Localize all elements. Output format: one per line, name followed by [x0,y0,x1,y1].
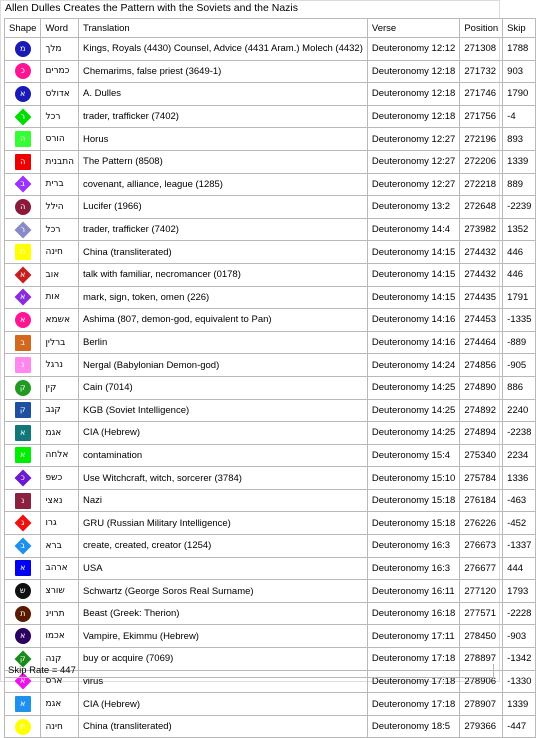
shape-cell [5,602,41,625]
verse-cell: Deuteronomy 16:3 [367,557,459,580]
diamond-icon [15,515,31,531]
skip-cell: -2239 [503,196,536,219]
table-row[interactable] [5,105,536,128]
translation-cell: CIA (Hebrew) [79,693,368,716]
table-row[interactable] [5,241,536,264]
word-cell: רכל [41,105,79,128]
translation-cell: Chemarims, false priest (3649-1) [79,60,368,83]
position-cell: 275340 [460,444,503,467]
table-row[interactable] [5,354,536,377]
skip-cell: 1352 [503,218,536,241]
table-row[interactable] [5,489,536,512]
position-cell: 271756 [460,105,503,128]
shape-letter: א [20,563,26,573]
skip-cell: -2238 [503,422,536,445]
shape-letter: ש [19,586,26,596]
shape-cell [5,173,41,196]
word-cell: אגמ [41,422,79,445]
verse-cell: Deuteronomy 17:18 [367,670,459,693]
circle-icon [15,199,31,215]
shape-letter: א [20,631,26,641]
skip-cell: 1790 [503,83,536,106]
shape-cell [5,489,41,512]
position-cell: 275784 [460,467,503,490]
table-row[interactable] [5,150,536,173]
shape-letter: א [20,676,26,686]
shape-cell [5,196,41,219]
translation-cell: The Pattern (8508) [79,150,368,173]
shape-letter: נ [21,495,25,505]
table-row[interactable] [5,535,536,558]
translation-cell: Lucifer (1966) [79,196,368,219]
shape-cell [5,354,41,377]
shape-cell [5,422,41,445]
diamond-icon [15,176,31,192]
table-row[interactable] [5,309,536,332]
table-row[interactable] [5,557,536,580]
translation-cell: Kings, Royals (4430) Counsel, Advice (4431 Aram.) Molech (4432) [79,38,368,61]
shape-cell [5,128,41,151]
word-cell: תרוינ [41,602,79,625]
table-row[interactable] [5,715,536,738]
position-cell: 278907 [460,693,503,716]
verse-cell: Deuteronomy 14:4 [367,218,459,241]
table-row[interactable] [5,625,536,648]
position-cell: 271746 [460,83,503,106]
translation-cell: Use Witchcraft, witch, sorcerer (3784) [79,467,368,490]
square-icon [15,335,31,351]
shape-letter: ה [20,134,26,144]
square-icon [15,696,31,712]
header-skip[interactable]: Skip [503,19,536,38]
circle-icon [15,719,31,735]
position-cell: 278450 [460,625,503,648]
position-cell: 278897 [460,648,503,671]
shape-letter: ה [20,156,26,166]
square-icon [15,357,31,373]
verse-cell: Deuteronomy 15:4 [367,444,459,467]
shape-cell [5,286,41,309]
verse-cell: Deuteronomy 14:25 [367,422,459,445]
position-cell: 277571 [460,602,503,625]
shape-cell [5,309,41,332]
verse-cell: Deuteronomy 14:15 [367,286,459,309]
shape-cell [5,535,41,558]
translation-cell: talk with familiar, necromancer (0178) [79,263,368,286]
table-row[interactable] [5,467,536,490]
shape-cell [5,218,41,241]
translation-cell: create, created, creator (1254) [79,535,368,558]
table-row[interactable] [5,263,536,286]
skip-cell: 446 [503,241,536,264]
shape-cell [5,693,41,716]
verse-cell: Deuteronomy 12:18 [367,105,459,128]
translation-cell: China (transliterated) [79,241,368,264]
shape-cell [5,150,41,173]
verse-cell: Deuteronomy 17:18 [367,693,459,716]
translation-cell: KGB (Soviet Intelligence) [79,399,368,422]
word-cell: כשפ [41,467,79,490]
word-cell: קנה [41,648,79,671]
verse-cell: Deuteronomy 17:11 [367,625,459,648]
position-cell: 274890 [460,376,503,399]
shape-cell [5,376,41,399]
position-cell: 272648 [460,196,503,219]
verse-cell: Deuteronomy 12:27 [367,128,459,151]
table-row[interactable] [5,512,536,535]
table-row[interactable] [5,60,536,83]
position-cell: 276184 [460,489,503,512]
translation-cell: GRU (Russian Military Intelligence) [79,512,368,535]
skip-cell: 886 [503,376,536,399]
shape-letter: א [20,88,26,98]
table-row[interactable] [5,331,536,354]
verse-cell: Deuteronomy 12:27 [367,150,459,173]
skip-cell: -1330 [503,670,536,693]
word-cell: כמרים [41,60,79,83]
shape-letter: א [20,269,26,279]
shape-letter: ר [20,224,25,234]
word-cell: ארס [41,670,79,693]
diamond-icon [15,538,31,554]
translation-cell: Vampire, Ekimmu (Hebrew) [79,625,368,648]
table-row[interactable] [5,173,536,196]
translation-cell: virus [79,670,368,693]
position-cell: 274892 [460,399,503,422]
diamond-icon [15,470,31,486]
header-position[interactable]: Position [460,19,503,38]
shape-letter: ג [21,518,25,528]
translation-cell: Cain (7014) [79,376,368,399]
table-row[interactable] [5,83,536,106]
skip-cell: 444 [503,557,536,580]
circle-icon [15,380,31,396]
skip-cell: 2240 [503,399,536,422]
shape-letter: ק [19,405,26,415]
shape-cell [5,263,41,286]
word-cell: אות [41,286,79,309]
skip-cell: 889 [503,173,536,196]
header-shape[interactable]: Shape [5,19,41,38]
word-cell: חינה [41,241,79,264]
skip-cell: 1339 [503,693,536,716]
verse-cell: Deuteronomy 12:27 [367,173,459,196]
shape-letter: א [20,699,26,709]
shape-cell [5,444,41,467]
position-cell: 272206 [460,150,503,173]
word-cell: מלך [41,38,79,61]
skip-cell: 1791 [503,286,536,309]
skip-cell: 1339 [503,150,536,173]
position-cell: 278906 [460,670,503,693]
word-cell: ברלין [41,331,79,354]
translation-cell: A. Dulles [79,83,368,106]
skip-cell: 1788 [503,38,536,61]
results-table [4,18,536,738]
shape-cell [5,399,41,422]
skip-cell: -889 [503,331,536,354]
circle-icon [15,606,31,622]
verse-cell: Deuteronomy 16:3 [367,535,459,558]
translation-cell: Horus [79,128,368,151]
word-cell: אגמ [41,693,79,716]
circle-icon [15,312,31,328]
word-cell: נאצי [41,489,79,512]
translation-cell: USA [79,557,368,580]
shape-letter: נ [21,360,25,370]
skip-cell: 893 [503,128,536,151]
table-row[interactable] [5,38,536,61]
shape-cell [5,625,41,648]
circle-icon [15,628,31,644]
shape-letter: ב [20,540,26,550]
page-title: Allen Dulles Creates the Pattern with the Soviets and the Nazis [5,2,298,14]
position-cell: 272218 [460,173,503,196]
position-cell: 279366 [460,715,503,738]
position-cell: 276673 [460,535,503,558]
diamond-icon [15,267,31,283]
shape-cell [5,241,41,264]
header-word[interactable]: Word [41,19,79,38]
square-icon [15,244,31,260]
verse-cell: Deuteronomy 12:18 [367,83,459,106]
verse-cell: Deuteronomy 15:18 [367,489,459,512]
table-row[interactable] [5,444,536,467]
shape-letter: ק [19,382,26,392]
table-row[interactable] [5,376,536,399]
position-cell: 273982 [460,218,503,241]
table-row[interactable] [5,196,536,219]
skip-cell: 903 [503,60,536,83]
skip-cell: -2228 [503,602,536,625]
verse-cell: Deuteronomy 14:24 [367,354,459,377]
shape-letter: א [20,427,26,437]
table-row[interactable] [5,422,536,445]
word-cell: חינה [41,715,79,738]
word-cell: ברא [41,535,79,558]
skip-cell: 1336 [503,467,536,490]
translation-cell: trader, trafficker (7402) [79,218,368,241]
table-row[interactable] [5,399,536,422]
skip-cell: -463 [503,489,536,512]
shape-letter: ת [20,608,26,618]
word-cell: ארהב [41,557,79,580]
position-cell: 274856 [460,354,503,377]
word-cell: אוב [41,263,79,286]
skip-cell: 2234 [503,444,536,467]
translation-cell: buy or acquire (7069) [79,648,368,671]
word-cell: התבנית [41,150,79,173]
skip-cell: -1342 [503,648,536,671]
square-icon [15,131,31,147]
translation-cell: mark, sign, token, omen (226) [79,286,368,309]
diamond-icon [15,109,31,125]
table-row[interactable] [5,218,536,241]
skip-cell: -1335 [503,309,536,332]
circle-icon [15,583,31,599]
translation-cell: CIA (Hebrew) [79,422,368,445]
shape-cell [5,715,41,738]
shape-letter: ב [20,337,26,347]
shape-cell [5,331,41,354]
skip-cell: 446 [503,263,536,286]
table-body [5,38,536,738]
diamond-icon [15,222,31,238]
skip-cell: -905 [503,354,536,377]
shape-cell [5,557,41,580]
verse-cell: Deuteronomy 12:18 [367,60,459,83]
shape-letter: מ [20,43,26,53]
word-cell: אלחה [41,444,79,467]
shape-letter: ר [20,111,25,121]
table-row[interactable] [5,580,536,603]
skip-cell: -1337 [503,535,536,558]
verse-cell: Deuteronomy 12:12 [367,38,459,61]
table-header-row [5,19,536,38]
word-cell: קין [41,376,79,399]
verse-cell: Deuteronomy 16:18 [367,602,459,625]
verse-cell: Deuteronomy 18:5 [367,715,459,738]
shape-cell [5,467,41,490]
translation-cell: Berlin [79,331,368,354]
shape-cell [5,580,41,603]
verse-cell: Deuteronomy 14:16 [367,331,459,354]
translation-cell: Beast (Greek: Therion) [79,602,368,625]
shape-letter: א [20,292,26,302]
translation-cell: Nergal (Babylonian Demon-god) [79,354,368,377]
table-row[interactable] [5,128,536,151]
circle-icon [15,86,31,102]
translation-cell: China (transliterated) [79,715,368,738]
circle-icon [15,41,31,57]
position-cell: 276226 [460,512,503,535]
table-row[interactable] [5,602,536,625]
shape-letter: כ [20,66,25,76]
word-cell: נרגל [41,354,79,377]
skip-cell: -903 [503,625,536,648]
verse-cell: Deuteronomy 15:10 [367,467,459,490]
translation-cell: covenant, alliance, league (1285) [79,173,368,196]
square-icon [15,154,31,170]
square-icon [15,560,31,576]
header-verse[interactable]: Verse [367,19,459,38]
verse-cell: Deuteronomy 14:15 [367,241,459,264]
word-cell: גרו [41,512,79,535]
position-cell: 271732 [460,60,503,83]
translation-cell: contamination [79,444,368,467]
position-cell: 274432 [460,263,503,286]
verse-cell: Deuteronomy 14:16 [367,309,459,332]
position-cell: 271308 [460,38,503,61]
translation-cell: trader, trafficker (7402) [79,105,368,128]
skip-cell: 1793 [503,580,536,603]
shape-cell [5,512,41,535]
square-icon [15,447,31,463]
position-cell: 274894 [460,422,503,445]
word-cell: קגב [41,399,79,422]
word-cell: הורס [41,128,79,151]
position-cell: 276677 [460,557,503,580]
shape-cell [5,105,41,128]
verse-cell: Deuteronomy 16:11 [367,580,459,603]
table-row[interactable] [5,693,536,716]
skip-cell: -447 [503,715,536,738]
word-cell: אכמו [41,625,79,648]
shape-cell [5,83,41,106]
word-cell: ברית [41,173,79,196]
circle-icon [15,63,31,79]
header-translation[interactable]: Translation [79,19,368,38]
translation-cell: Nazi [79,489,368,512]
verse-cell: Deuteronomy 15:18 [367,512,459,535]
translation-cell: Ashima (807, demon-god, equivalent to Pan) [79,309,368,332]
position-cell: 274435 [460,286,503,309]
skip-cell: -452 [503,512,536,535]
diamond-icon [15,289,31,305]
verse-cell: Deuteronomy 17:18 [367,648,459,671]
shape-letter: כ [20,473,25,483]
verse-cell: Deuteronomy 14:25 [367,399,459,422]
position-cell: 272196 [460,128,503,151]
word-cell: אדולס [41,83,79,106]
square-icon [15,493,31,509]
word-cell: רכל [41,218,79,241]
shape-letter: ה [20,201,26,211]
position-cell: 274464 [460,331,503,354]
verse-cell: Deuteronomy 13:2 [367,196,459,219]
verse-cell: Deuteronomy 14:25 [367,376,459,399]
word-cell: הילל [41,196,79,219]
verse-cell: Deuteronomy 14:15 [367,263,459,286]
translation-cell: Schwartz (George Soros Real Surname) [79,580,368,603]
skip-rate-footer: Skip Rate = 447 [4,664,494,678]
shape-letter: ב [20,179,26,189]
shape-letter: ח [20,721,26,731]
shape-letter: ח [20,247,26,257]
position-cell: 274432 [460,241,503,264]
position-cell: 274453 [460,309,503,332]
shape-letter: ק [19,653,26,663]
shape-letter: א [20,450,26,460]
position-cell: 277120 [460,580,503,603]
shape-cell [5,60,41,83]
word-cell: אשמא [41,309,79,332]
square-icon [15,425,31,441]
word-cell: שורצ [41,580,79,603]
square-icon [15,402,31,418]
table-row[interactable] [5,286,536,309]
skip-cell: -4 [503,105,536,128]
shape-cell [5,38,41,61]
shape-letter: א [20,314,26,324]
